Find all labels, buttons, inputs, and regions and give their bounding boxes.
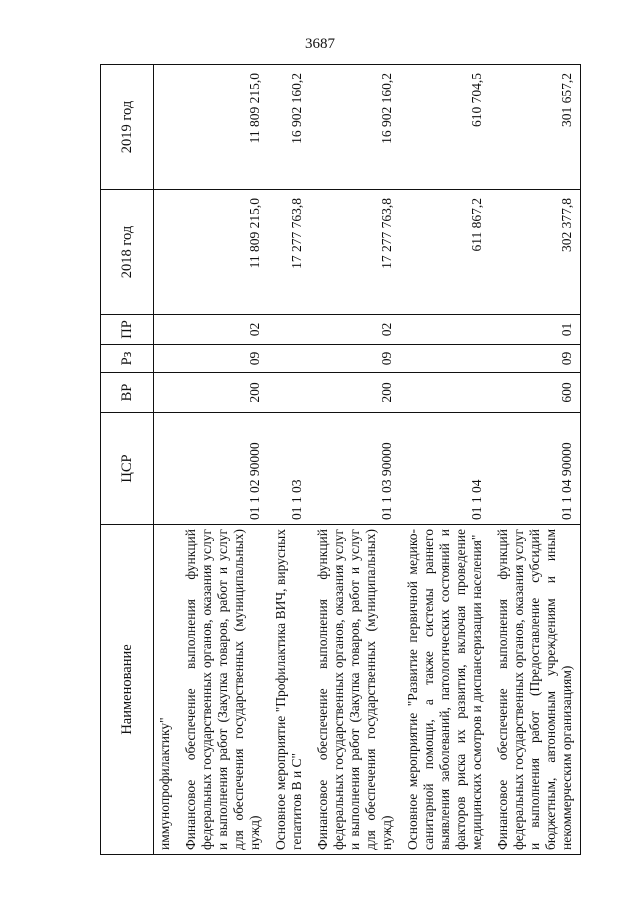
cell-rz: 09 [490, 345, 581, 373]
budget-table [100, 64, 581, 855]
cell-pr [268, 315, 310, 345]
header-name: Наименование [101, 525, 154, 855]
table-row [154, 65, 179, 855]
header-csr: ЦСР [101, 413, 154, 525]
cell-2018: 17 277 763,8 [268, 190, 310, 315]
cell-name: Основное мероприятие "Профилактика ВИЧ, вирусных гепатитов В и С" [268, 525, 310, 855]
cell-2018: 302 377,8 [490, 190, 581, 315]
cell-vr: 200 [310, 373, 400, 413]
cell-vr [400, 373, 490, 413]
cell-csr: 01 1 03 90000 [310, 413, 400, 525]
cell-csr: 01 1 03 [268, 413, 310, 525]
cell-rz [268, 345, 310, 373]
table-row [268, 65, 310, 855]
cell-2019: 16 902 160,2 [268, 65, 310, 190]
cell-2018: 11 809 215,0 [178, 190, 268, 315]
table-row [310, 65, 400, 855]
cell-pr: 02 [310, 315, 400, 345]
cell-rz [400, 345, 490, 373]
rotated-table-wrapper [100, 65, 640, 855]
cell-vr [154, 373, 179, 413]
header-rz: Рз [101, 345, 154, 373]
cell-rz [154, 345, 179, 373]
cell-name: Финансовое обеспечение выполнения функций федеральных государственных органов, оказания услуг и выполнения работ (Закупка товаров, работ и услуг для обеспечения государственных (муниципальных) нужд) [178, 525, 268, 855]
table-row [490, 65, 581, 855]
cell-pr [400, 315, 490, 345]
cell-2018: 611 867,2 [400, 190, 490, 315]
cell-2019: 11 809 215,0 [178, 65, 268, 190]
cell-csr [154, 413, 179, 525]
header-vr: ВР [101, 373, 154, 413]
table-header-row [101, 65, 154, 855]
cell-pr [154, 315, 179, 345]
cell-2019: 16 902 160,2 [310, 65, 400, 190]
cell-rz: 09 [310, 345, 400, 373]
cell-2019: 301 657,2 [490, 65, 581, 190]
cell-vr: 200 [178, 373, 268, 413]
cell-2018 [154, 190, 179, 315]
header-pr: ПР [101, 315, 154, 345]
cell-name: иммунопрофилактику" [154, 525, 179, 855]
cell-2019 [154, 65, 179, 190]
table-row [178, 65, 268, 855]
cell-pr: 01 [490, 315, 581, 345]
cell-vr: 600 [490, 373, 581, 413]
page-number: 3687 [305, 36, 335, 52]
header-2019: 2019 год [101, 65, 154, 190]
cell-name: Основное мероприятие "Развитие первичной медико-санитарной помощи, а также системы раннего выявления заболеваний, патологических состояний и факторов риска их развития, включая проведение медицинских осмотров и диспансеризации населения" [400, 525, 490, 855]
cell-rz: 09 [178, 345, 268, 373]
cell-csr: 01 1 04 [400, 413, 490, 525]
table-row [400, 65, 490, 855]
cell-name: Финансовое обеспечение выполнения функций федеральных государственных органов, оказания услуг и выполнения работ (Закупка товаров, работ и услуг для обеспечения государственных (муниципальных) нужд) [310, 525, 400, 855]
cell-2019: 610 704,5 [400, 65, 490, 190]
cell-csr: 01 1 02 90000 [178, 413, 268, 525]
cell-name: Финансовое обеспечение выполнения функций федеральных государственных органов, оказания услуг и выполнения работ (Предоставление субсидий бюджетным, автономным учреждениям и иным некоммерческим организациям) [490, 525, 581, 855]
cell-vr [268, 373, 310, 413]
header-2018: 2018 год [101, 190, 154, 315]
cell-csr: 01 1 04 90000 [490, 413, 581, 525]
cell-pr: 02 [178, 315, 268, 345]
cell-2018: 17 277 763,8 [310, 190, 400, 315]
